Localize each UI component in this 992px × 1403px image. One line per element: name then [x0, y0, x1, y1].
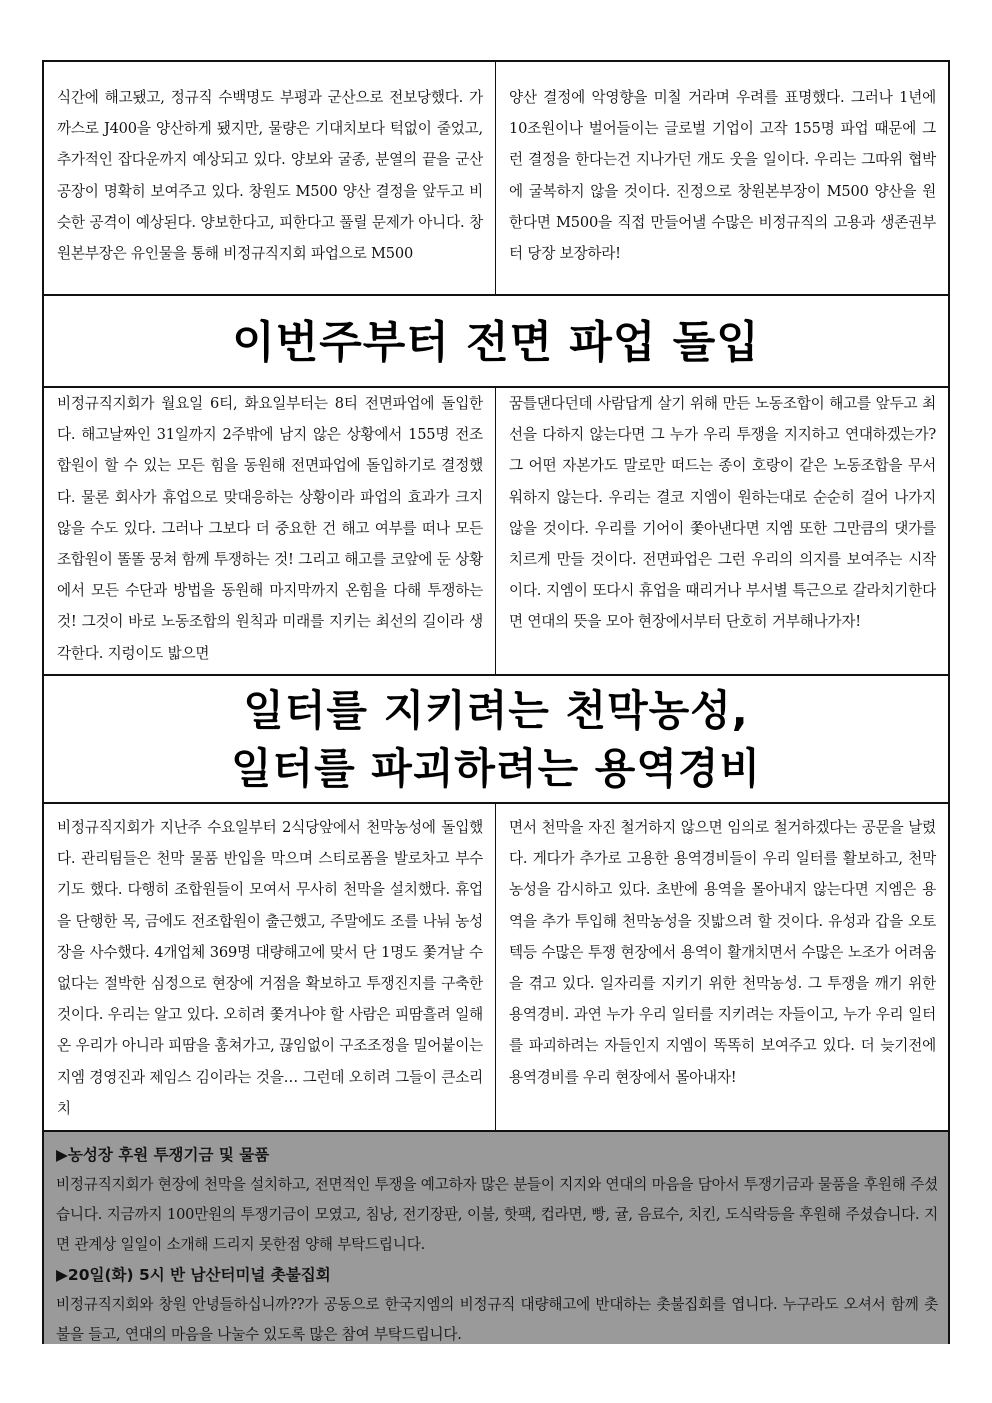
- article-tent-right-text: 면서 천막을 자진 철거하지 않으면 임의로 철거하겠다는 공문을 날렸다. 게다가 추가로 고용한 용역경비들이 우리 일터를 활보하고, 천막농성을 감시하고 있다. 초반에 용역을 몰아내지 않는다면 지엠은 용역을 추가 투입해 천막농성을 짓밟으려 할 것이다. 유성과 갑을 오토텍등 수많은 투쟁 현장에서 용역이 활개치면서 수많은 노조가 어려움을 겪고 있다. 일자리를 지키기 위한 천막농성. 그 투쟁을 깨기 위한 용역경비. 과연 누가 우리 일터를 지키려는 자들이고, 누가 우리 일터를 파괴하려는 자들인지 지엠이 똑똑히 보여주고 있다. 더 늦기전에 용역경비를 우리 현장에서 몰아내자!: [509, 819, 936, 1086]
- article-tent-left-column: [44, 804, 496, 1130]
- notice-body-donations: 비정규직지회가 현장에 천막을 설치하고, 전면적인 투쟁을 예고하자 많은 분들이 지지와 연대의 마음을 담아서 투쟁기금과 물품을 후원해 주셨습니다. 지금까지 100만원의 투쟁기금이 모였고, 침낭, 전기장판, 이불, 핫팩, 컵라면, 빵, 귤, 음료수, 치킨, 도식락등을 후원해 주셨습니다. 지면 관계상 일일이 소개해 드리지 못한점 양해 부탁드립니다.: [56, 1176, 938, 1253]
- article-continued-left-column: [44, 62, 496, 294]
- article-strike-right-column: [496, 388, 948, 674]
- divider-line: [44, 294, 948, 296]
- article-continued-right-text: 양산 결정에 악영향을 미칠 거라며 우려를 표명했다. 그러나 1년에 10조원이나 벌어들이는 글로벌 기업이 고작 155명 파업 때문에 그런 결정을 한다는건 지나가던 개도 웃을 일이다. 우리는 그따위 협박에 굴복하지 않을 것이다. 진정으로 창원본부장이 M500 양산을 원한다면 M500을 직접 만들어낼 수많은 비정규직의 고용과 생존권부터 당장 보장하라!: [509, 89, 936, 263]
- article-continued: [44, 62, 948, 294]
- newsletter-page: [42, 60, 950, 1344]
- article-continued-right-column: [496, 62, 948, 294]
- article-strike: [44, 388, 948, 674]
- headline-tent-sit-in: [44, 678, 948, 806]
- article-continued-left-text: 식간에 해고됐고, 정규직 수백명도 부평과 군산으로 전보당했다. 가까스로 J400을 양산하게 됐지만, 물량은 기대치보다 턱없이 줄었고, 추가적인 잡다운까지 예상되고 있다. 양보와 굴종, 분열의 끝을 군산공장이 명확히 보여주고 있다. 창원도 M500 양산 결정을 앞두고 비슷한 공격이 예상된다. 양보한다고, 피한다고 풀릴 문제가 아니다. 창원본부장은 유인물을 통해 비정규직지회 파업으로 M500: [57, 89, 483, 263]
- article-tent: [44, 804, 948, 1130]
- article-tent-right-column: [496, 804, 948, 1130]
- divider-line: [44, 674, 948, 676]
- headline-strike: 이번주부터 전면 파업 돌입: [232, 317, 760, 368]
- notice-box: [44, 1132, 948, 1344]
- notice-body-rally: 비정규직지회와 창원 안녕들하십니까??가 공동으로 한국지엠의 비정규직 대량해고에 반대하는 촛불집회를 엽니다. 누구라도 오셔서 함께 촛불을 들고, 연대의 마음을 나눌수 있도록 많은 참여 부탁드립니다.: [56, 1296, 938, 1343]
- headline-tent-sit-in-line1: 일터를 지키려는 천막농성,: [243, 686, 749, 735]
- article-strike-left-column: [44, 388, 496, 674]
- article-strike-left-text: 비정규직지회가 월요일 6티, 화요일부터는 8티 전면파업에 돌입한다. 해고날짜인 31일까지 2주밖에 남지 않은 상황에서 155명 전조합원이 할 수 있는 모든 힘을 동원해 전면파업에 돌입하기로 결정했다. 물론 회사가 휴업으로 맞대응하는 상황이라 파업의 효과가 크지 않을 수도 있다. 그러나 그보다 더 중요한 건 해고 여부를 떠나 모든 조합원이 똘똘 뭉쳐 함께 투쟁하는 것! 그리고 해고를 코앞에 둔 상황에서 모든 수단과 방법을 동원해 마지막까지 온힘을 다해 투쟁하는 것! 그것이 바로 노동조합의 원칙과 미래를 지키는 최선의 길이라 생각한다. 지렁이도 밟으면: [57, 395, 483, 662]
- article-tent-left-text: 비정규직지회가 지난주 수요일부터 2식당앞에서 천막농성에 돌입했다. 관리팀들은 천막 물품 반입을 막으며 스티로폼을 발로차고 부수기도 했다. 다행히 조합원들이 모여서 무사히 천막을 설치했다. 휴업을 단행한 목, 금에도 전조합원이 출근했고, 주말에도 조를 나눠 농성장을 사수했다. 4개업체 369명 대량해고에 맞서 단 1명도 쫓겨날 수 없다는 절박한 심정으로 현장에 거점을 확보하고 투쟁진지를 구축한 것이다. 우리는 알고 있다. 오히려 쫓겨나야 할 사람은 피땀흘려 일해 온 우리가 아니라 피땀을 훔쳐가고, 끊임없이 구조조정을 밀어붙이는 지엠 경영진과 제임스 김이라는 것을… 그런데 오히려 그들이 큰소리 치: [57, 819, 483, 1117]
- headline-tent-sit-in-line2: 일터를 파괴하려는 용역경비: [230, 744, 762, 793]
- article-strike-right-text: 꿈틀댄다던데 사람답게 살기 위해 만든 노동조합이 해고를 앞두고 최선을 다하지 않는다면 그 누가 우리 투쟁을 지지하고 연대하겠는가? 그 어떤 자본가도 말로만 떠드는 종이 호랑이 같은 노동조합을 무서워하지 않는다. 우리는 결코 지엠이 원하는대로 순순히 걸어 나가지 않을 것이다. 우리를 기어이 쫓아낸다면 지엠 또한 그만큼의 댓가를 치르게 만들 것이다. 전면파업은 그런 우리의 의지를 보여주는 시작이다. 지엠이 또다시 휴업을 때리거나 부서별 특근으로 갈라치기한다면 연대의 뜻을 모아 현장에서부터 단호히 거부해나가자!: [509, 395, 936, 631]
- notice-heading-donations: ▶농성장 후원 투쟁기금 및 물품: [56, 1146, 270, 1164]
- notice-heading-rally: ▶20일(화) 5시 반 남산터미널 촛불집회: [56, 1266, 331, 1284]
